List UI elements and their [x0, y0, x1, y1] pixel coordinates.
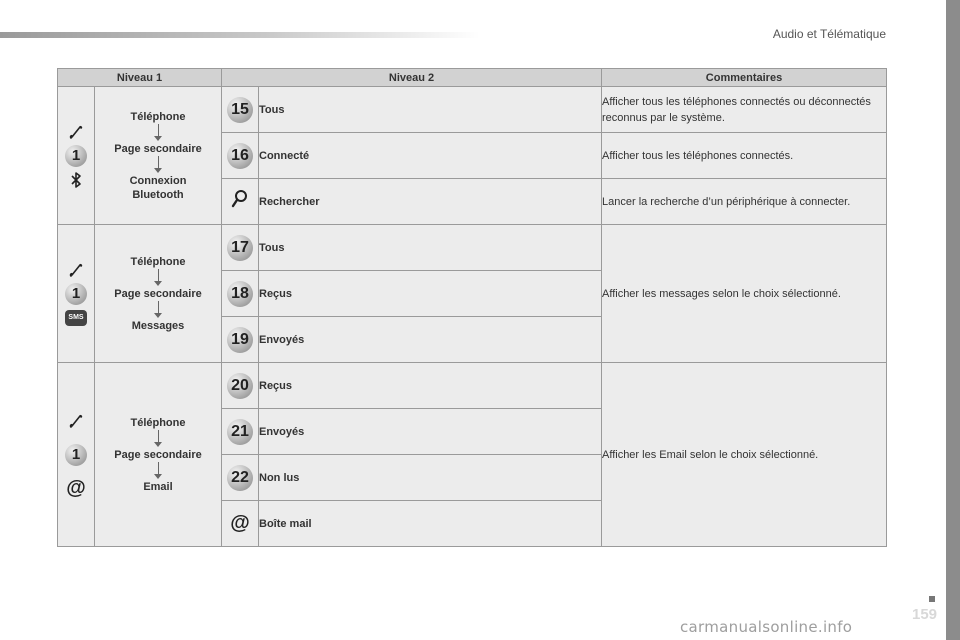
comment-text: Lancer la recherche d’un périphérique à connecter.: [602, 179, 887, 225]
level1-icons-cell: [58, 87, 95, 225]
page-marker: [929, 596, 935, 602]
arrow-down-icon: [95, 156, 221, 174]
arrow-down-icon: [95, 462, 221, 480]
sms-icon: [63, 305, 89, 331]
comment-text: Afficher tous les téléphones connectés ou déconnectés reconnus par le système.: [602, 87, 887, 133]
level2-label: Tous: [259, 225, 602, 271]
num-cell: [222, 271, 259, 317]
number-badge: 15: [227, 97, 253, 123]
path-connexion-bluetooth: Connexion Bluetooth: [129, 174, 187, 201]
comment-text: Afficher les messages selon le choix sélectionné.: [602, 225, 887, 363]
header-commentaires: Commentaires: [602, 69, 887, 87]
phone-icon: [63, 257, 89, 283]
num-cell: [222, 409, 259, 455]
header-niveau-1: Niveau 1: [58, 69, 222, 87]
arrow-down-icon: [95, 269, 221, 287]
number-badge: 20: [227, 373, 253, 399]
num-cell: [222, 225, 259, 271]
num-cell: [222, 363, 259, 409]
header-gradient-bar: [0, 32, 480, 38]
level2-label: Connecté: [259, 133, 602, 179]
number-badge: 18: [227, 281, 253, 307]
path-messages: Messages: [131, 319, 185, 332]
level2-label: Tous: [259, 87, 602, 133]
num-cell: [222, 317, 259, 363]
menu-table: [57, 68, 887, 547]
level1-icons-cell: [58, 225, 95, 363]
phone-icon: [63, 119, 89, 145]
phone-icon: [63, 408, 89, 434]
sms-icon-label: SMS: [65, 310, 87, 326]
level1-path-cell: [95, 87, 222, 225]
right-edge-bar: [946, 0, 960, 640]
arrow-down-icon: [95, 124, 221, 142]
num-cell: [222, 179, 259, 225]
number-badge: 22: [227, 465, 253, 491]
number-badge: 21: [227, 419, 253, 445]
num-cell: [222, 133, 259, 179]
path-page-secondaire: Page secondaire: [114, 287, 202, 300]
page-number: 159: [912, 606, 938, 623]
arrow-down-icon: [95, 301, 221, 319]
at-icon: @: [66, 477, 86, 499]
level2-label: Boîte mail: [259, 501, 602, 547]
level2-label: Non lus: [259, 455, 602, 501]
level1-icons-cell: [58, 363, 95, 547]
num-cell: [222, 455, 259, 501]
level2-label: Reçus: [259, 271, 602, 317]
path-email: Email: [143, 480, 173, 493]
path-telephone: Téléphone: [130, 255, 186, 268]
header-niveau-2: Niveau 2: [222, 69, 602, 87]
page-header-title: Audio et Télématique: [772, 27, 886, 41]
arrow-down-icon: [95, 430, 221, 448]
path-page-secondaire: Page secondaire: [114, 448, 202, 461]
path-telephone: Téléphone: [130, 416, 186, 429]
search-icon: [231, 196, 249, 213]
level1-path-cell: [95, 225, 222, 363]
path-page-secondaire: Page secondaire: [114, 142, 202, 155]
level2-label: Envoyés: [259, 317, 602, 363]
level2-label: Reçus: [259, 363, 602, 409]
level1-path-cell: [95, 363, 222, 547]
at-icon: @: [230, 512, 250, 534]
level2-label: Rechercher: [259, 179, 602, 225]
comment-text: Afficher les Email selon le choix sélectionné.: [602, 363, 887, 547]
num-cell: [222, 501, 259, 547]
bluetooth-icon: [63, 167, 89, 193]
level1-digit-badge: 1: [65, 444, 87, 466]
number-badge: 17: [227, 235, 253, 261]
number-badge: 19: [227, 327, 253, 353]
watermark-text: carmanualsonline.info: [680, 618, 853, 636]
path-telephone: Téléphone: [130, 110, 186, 123]
level1-digit-badge: 1: [65, 145, 87, 167]
number-badge: 16: [227, 143, 253, 169]
level2-label: Envoyés: [259, 409, 602, 455]
num-cell: [222, 87, 259, 133]
level1-digit-badge: 1: [65, 283, 87, 305]
comment-text: Afficher tous les téléphones connectés.: [602, 133, 887, 179]
